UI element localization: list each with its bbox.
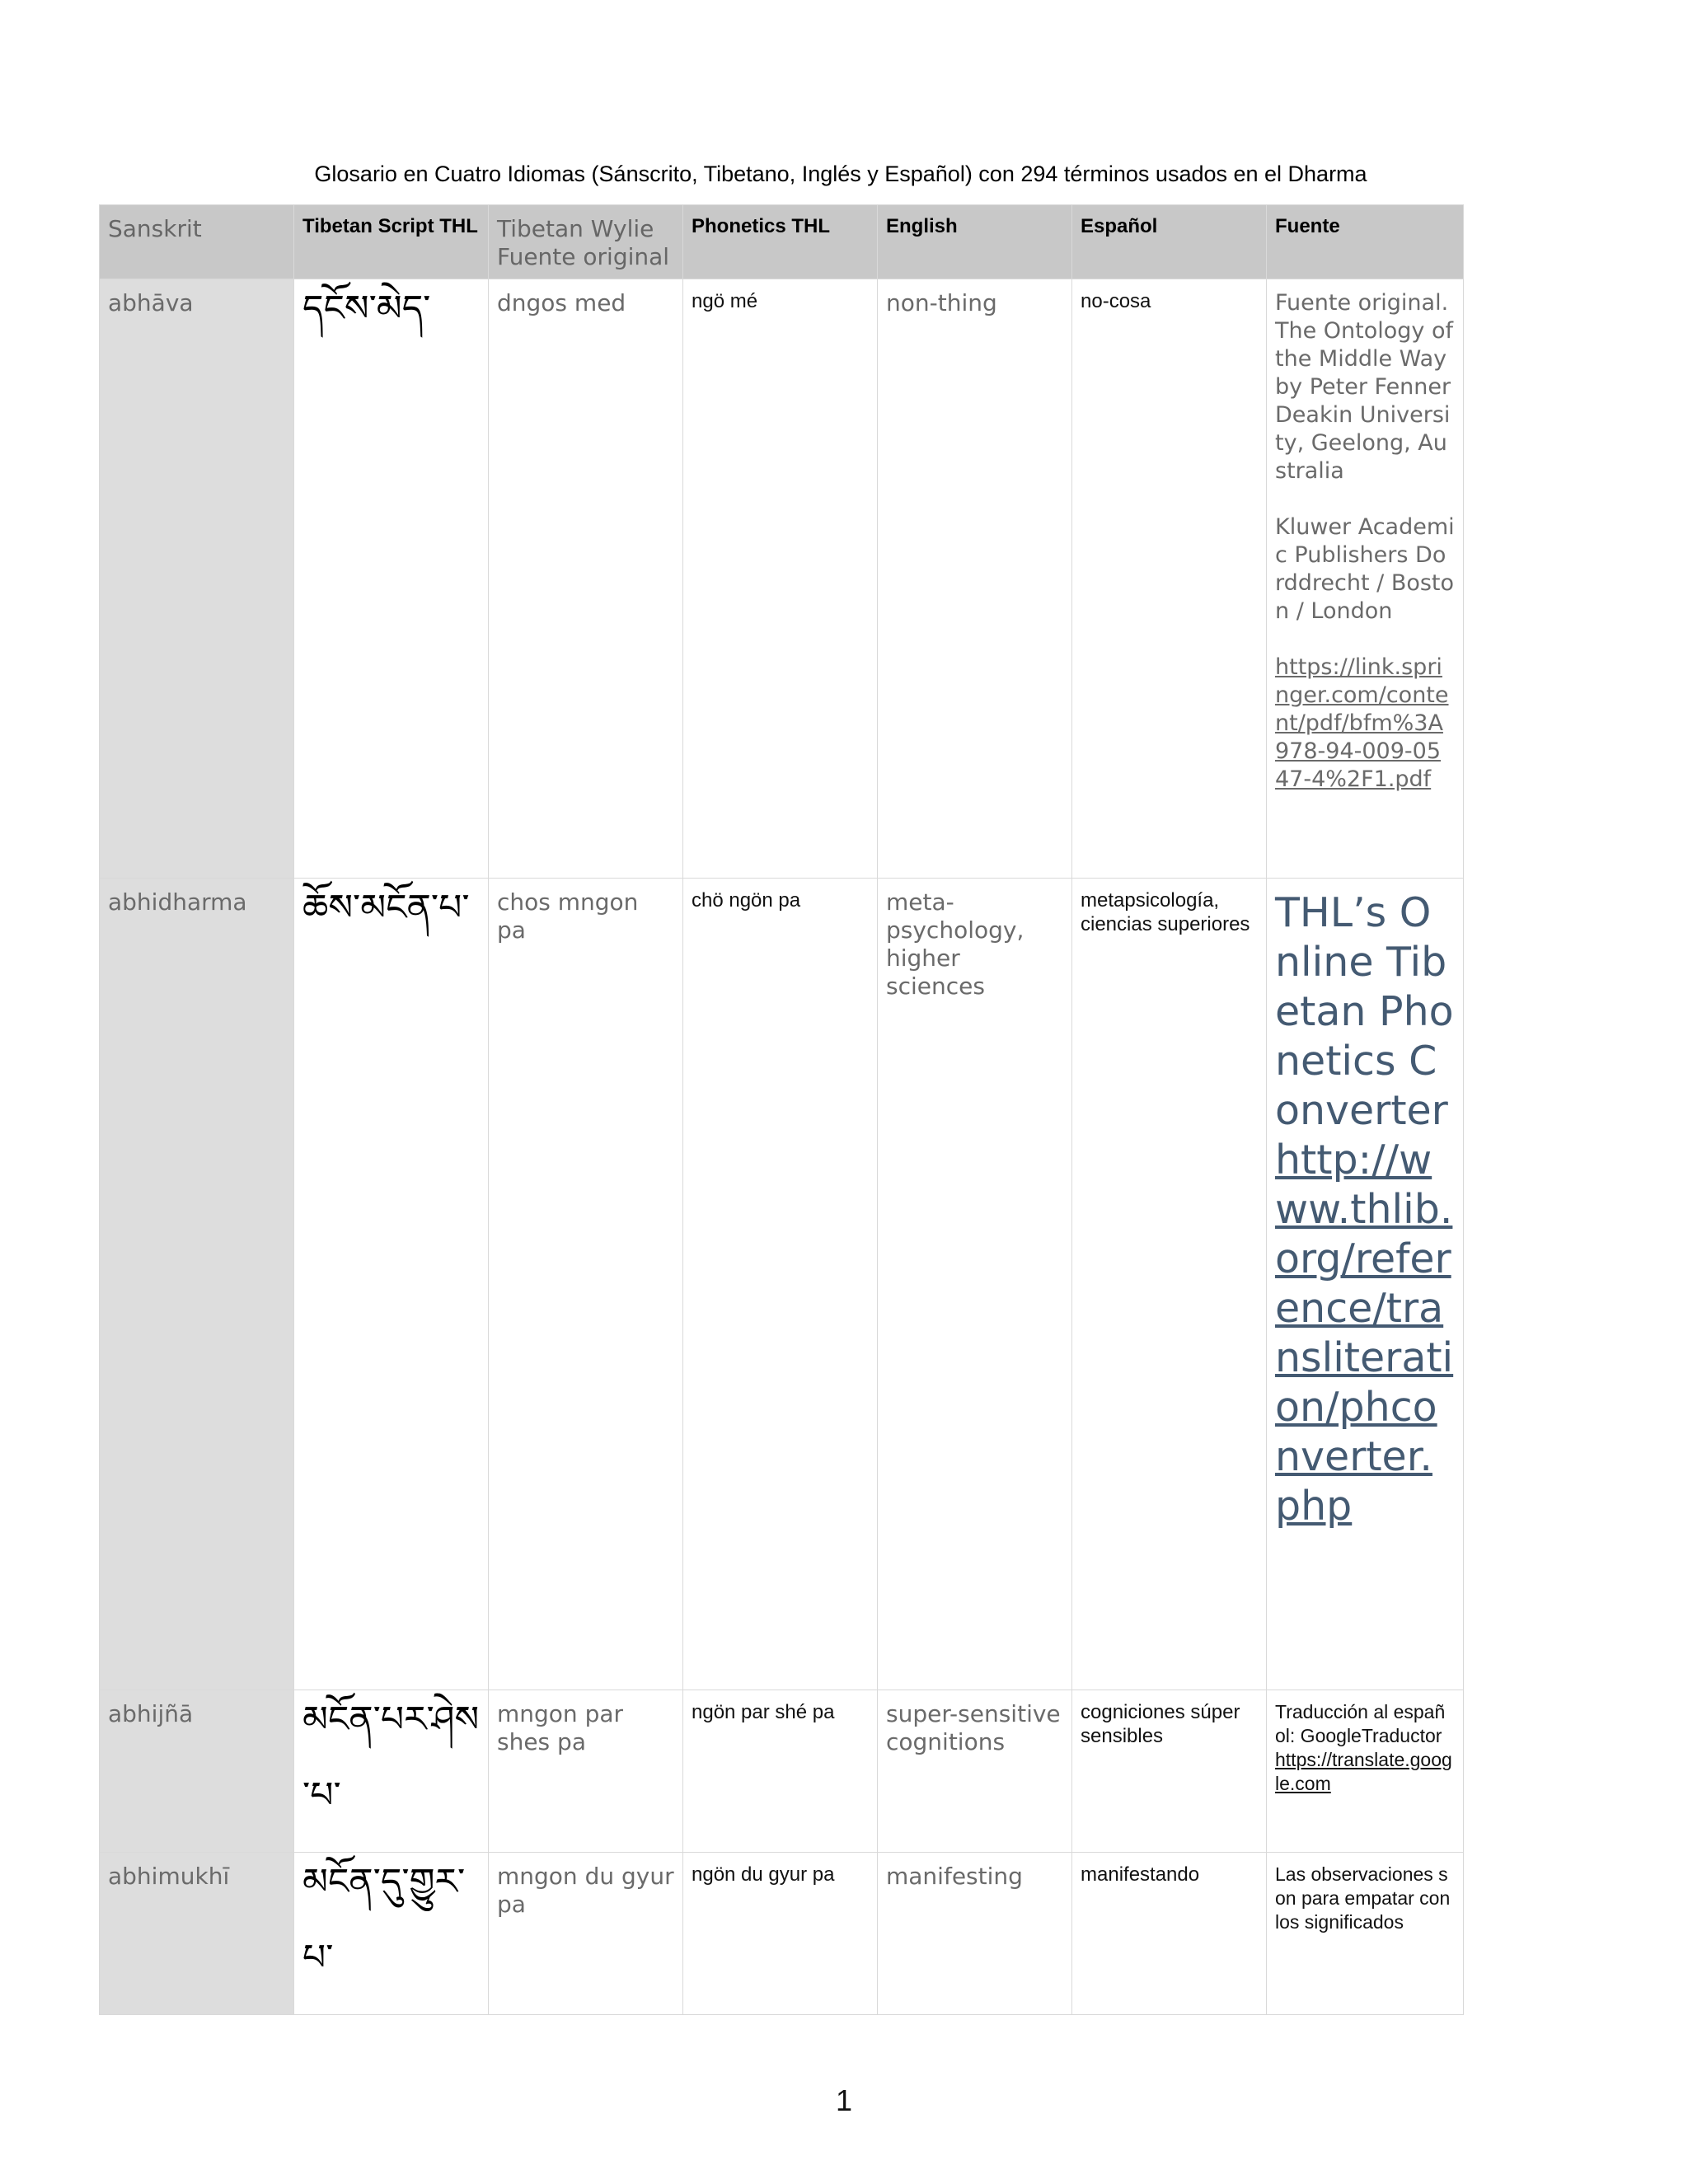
wylie-cell: dngos med: [489, 279, 683, 879]
header-english: English: [878, 205, 1072, 279]
tibetan-script-cell: [294, 879, 489, 1690]
fuente-text: Fuente original. The Ontology of the Middle Way by Peter Fenner Deakin University, Geelong, Australia: [1275, 290, 1454, 485]
espanol-cell: cogniciones súper sensibles: [1072, 1690, 1267, 1853]
english-cell: super-sensitive cognitions: [878, 1690, 1072, 1853]
fuente-cell: [1267, 279, 1464, 879]
page-number: 1: [835, 2083, 853, 2117]
phonetics-cell: ngö mé: [683, 279, 878, 879]
phonetics-cell: chö ngön pa: [683, 879, 878, 1690]
english-cell: meta-psychology, higher sciences: [878, 879, 1072, 1690]
fuente-link[interactable]: http://www.thlib.org/reference/transliteration/phconverter.php: [1275, 1137, 1454, 1530]
table-row: [100, 1853, 1464, 2015]
header-espanol: Español: [1072, 205, 1267, 279]
header-tibetan-wylie: Tibetan Wylie Fuente original: [489, 205, 683, 279]
tibetan-script-cell: [294, 279, 489, 879]
wylie-cell: mngon du gyur pa: [489, 1853, 683, 2015]
sanskrit-cell: abhidharma: [100, 879, 294, 1690]
tibetan-script-text: མངོན་དུ་གྱུར་པ་: [302, 1861, 466, 1980]
espanol-cell: no-cosa: [1072, 279, 1267, 879]
table-row: [100, 879, 1464, 1690]
english-cell: manifesting: [878, 1853, 1072, 2015]
sanskrit-cell: abhimukhī: [100, 1853, 294, 2015]
fuente-cell: Las observaciones son para empatar con los significados: [1267, 1853, 1464, 2015]
tibetan-script-text: དངོས་མེད་: [302, 288, 431, 330]
english-cell: non-thing: [878, 279, 1072, 879]
fuente-cell: [1267, 879, 1464, 1690]
fuente-link[interactable]: https://link.springer.com/content/pdf/bfm%3A978-94-009-0547-4%2F1.pdf: [1275, 654, 1449, 793]
espanol-cell: manifestando: [1072, 1853, 1267, 2015]
tibetan-script-cell: [294, 1853, 489, 2015]
header-sanskrit: Sanskrit: [100, 205, 294, 279]
wylie-cell: mngon par shes pa: [489, 1690, 683, 1853]
tibetan-script-text: ཆོས་མངོན་པ་: [302, 887, 470, 930]
fuente-text: Traducción al español: GoogleTraductor: [1275, 1701, 1446, 1747]
document-title: Glosario en Cuatro Idiomas (Sánscrito, Tibetano, Inglés y Español) con 294 términos usados en el Dharma: [314, 162, 1367, 186]
tibetan-script-cell: [294, 1690, 489, 1853]
table-row: [100, 279, 1464, 879]
phonetics-cell: ngön par shé pa: [683, 1690, 878, 1853]
table-row: [100, 1690, 1464, 1853]
header-phonetics: Phonetics THL: [683, 205, 878, 279]
tibetan-script-text: མངོན་པར་ཤེས་པ་: [302, 1699, 480, 1817]
fuente-text: THL’s Online Tibetan Phonetics Converter: [1275, 889, 1454, 1135]
fuente-cell: [1267, 1690, 1464, 1853]
table-header-row: [100, 205, 1464, 279]
phonetics-cell: ngön du gyur pa: [683, 1853, 878, 2015]
fuente-link[interactable]: https://translate.google.com: [1275, 1749, 1452, 1795]
glossary-table: [99, 204, 1464, 2015]
sanskrit-cell: abhijñā: [100, 1690, 294, 1853]
fuente-publisher: Kluwer Academic Publishers Dorddrecht / Boston / London: [1275, 514, 1455, 625]
sanskrit-cell: abhāva: [100, 279, 294, 879]
header-tibetan-script: Tibetan Script THL: [294, 205, 489, 279]
header-fuente: Fuente: [1267, 205, 1464, 279]
espanol-cell: metapsicología, ciencias superiores: [1072, 879, 1267, 1690]
wylie-cell: chos mngon pa: [489, 879, 683, 1690]
